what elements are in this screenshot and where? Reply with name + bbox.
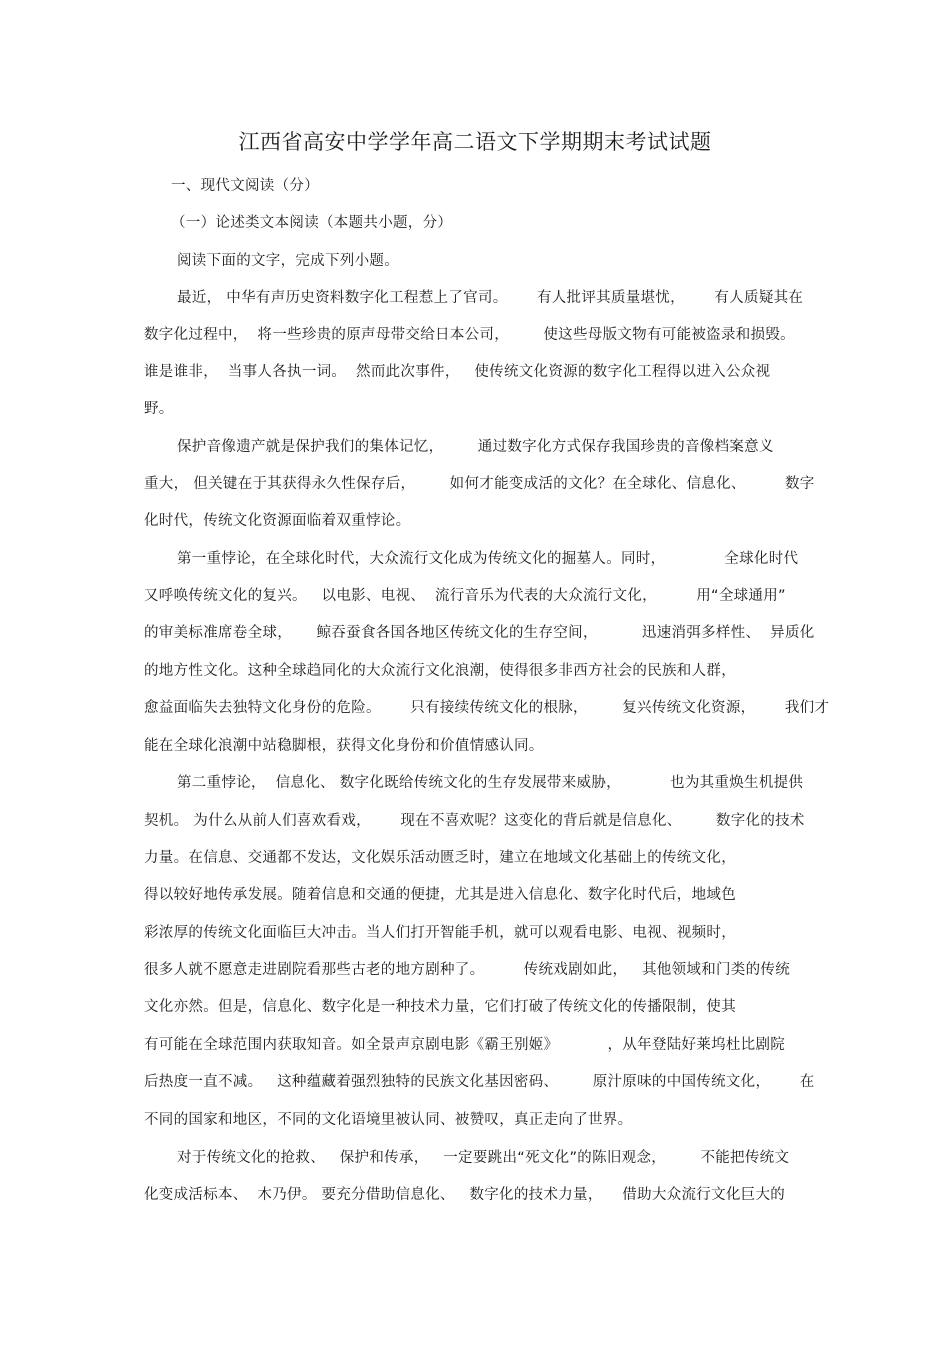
body-line: 彩浓厚的传统文化面临巨大冲击。当人们打开智能手机，就可以观看电影、电视、视频时， bbox=[144, 925, 736, 941]
body-line: 力量。在信息、交通都不发达，文化娱乐活动匮乏时，建立在地域文化基础上的传统文化， bbox=[144, 850, 736, 866]
document-title: 江西省高安中学学年高二语文下学期期末考试试题 bbox=[238, 130, 712, 154]
body-line: 很多人就不愿意走进剧院看那些古老的地方剧种了。 传统戏剧如此， 其他领域和门类的传统 bbox=[144, 962, 790, 978]
body-line: 保护音像遗产就是保护我们的集体记忆， 通过数字化方式保存我国珍贵的音像档案意义 bbox=[177, 439, 774, 455]
body-line: 谁是谁非， 当事人各执一词。 然而此次事件， 使传统文化资源的数字化工程得以进入公众视 bbox=[144, 364, 771, 380]
body-line: 愈益面临失去独特文化身份的危险。 只有接续传统文化的根脉， 复兴传统文化资源， 我们才 bbox=[144, 700, 830, 716]
body-line: 不同的国家和地区，不同的文化语境里被认同、被赞叹，真正走向了世界。 bbox=[144, 1112, 633, 1128]
body-line: 又呼唤传统文化的复兴。 以电影、电视、 流行音乐为代表的大众流行文化， 用“全球通用” bbox=[144, 588, 786, 604]
body-line: 最近， 中华有声历史资料数字化工程惹上了官司。 有人批评其质量堪忧， 有人质疑其在 bbox=[177, 290, 804, 306]
body-line: 的地方性文化。这种全球趋同化的大众流行文化浪潮，使得很多非西方社会的民族和人群， bbox=[144, 663, 736, 679]
body-line: 的审美标准席卷全球， 鲸吞蚕食各国各地区传统文化的生存空间， 迅速消弭多样性、 异质化 bbox=[144, 625, 815, 641]
body-line: 化变成活标本、 木乃伊。 要充分借助信息化、 数字化的技术力量， 借助大众流行文化巨大的 bbox=[144, 1187, 786, 1203]
body-line: 文化亦然。但是，信息化、数字化是一种技术力量，它们打破了传统文化的传播限制，使其 bbox=[144, 999, 736, 1015]
body-line: 第二重悖论， 信息化、 数字化既给传统文化的生存发展带来威胁， 也为其重焕生机提供 bbox=[177, 775, 804, 791]
subsection-heading: （一）论述类文本阅读（本题共小题，分） bbox=[171, 215, 453, 231]
body-line: 化时代，传统文化资源面临着双重悖论。 bbox=[144, 513, 411, 529]
body-line: 能在全球化浪潮中站稳脚根，获得文化身份和价值情感认同。 bbox=[144, 738, 544, 754]
body-line: 契机。 为什么从前人们喜欢看戏， 现在不喜欢呢？这变化的背后就是信息化、 数字化的技术 bbox=[144, 813, 805, 829]
body-line: 数字化过程中， 将一些珍贵的原声母带交给日本公司， 使这些母版文物有可能被盗录和损毁。 bbox=[144, 327, 795, 343]
body-line: 野。 bbox=[144, 401, 174, 417]
body-line: 有可能在全球范围内获取知音。如全景声京剧电影《霸王别姬》 ，从年登陆好莱坞杜比剧院 bbox=[144, 1037, 786, 1053]
body-line: 第一重悖论，在全球化时代，大众流行文化成为传统文化的掘墓人。同时， 全球化时代 bbox=[177, 551, 799, 567]
body-line: 重大， 但关键在于其获得永久性保存后， 如何才能变成活的文化？在全球化、信息化、 数字 bbox=[144, 476, 815, 492]
body-line: 对于传统文化的抢救、 保护和传承， 一定要跳出“死文化”的陈旧观念， 不能把传统文 bbox=[177, 1150, 790, 1166]
body-line: 得以较好地传承发展。随着信息和交通的便捷，尤其是进入信息化、数字化时代后，地域色 bbox=[144, 887, 736, 903]
body-line: 后热度一直不减。 这种蕴藏着强烈独特的民族文化基因密码、 原汁原味的中国传统文化， 在 bbox=[144, 1074, 815, 1090]
section-heading: 一、现代文阅读（分） bbox=[171, 178, 319, 194]
instruction-text: 阅读下面的文字，完成下列小题。 bbox=[177, 253, 399, 269]
